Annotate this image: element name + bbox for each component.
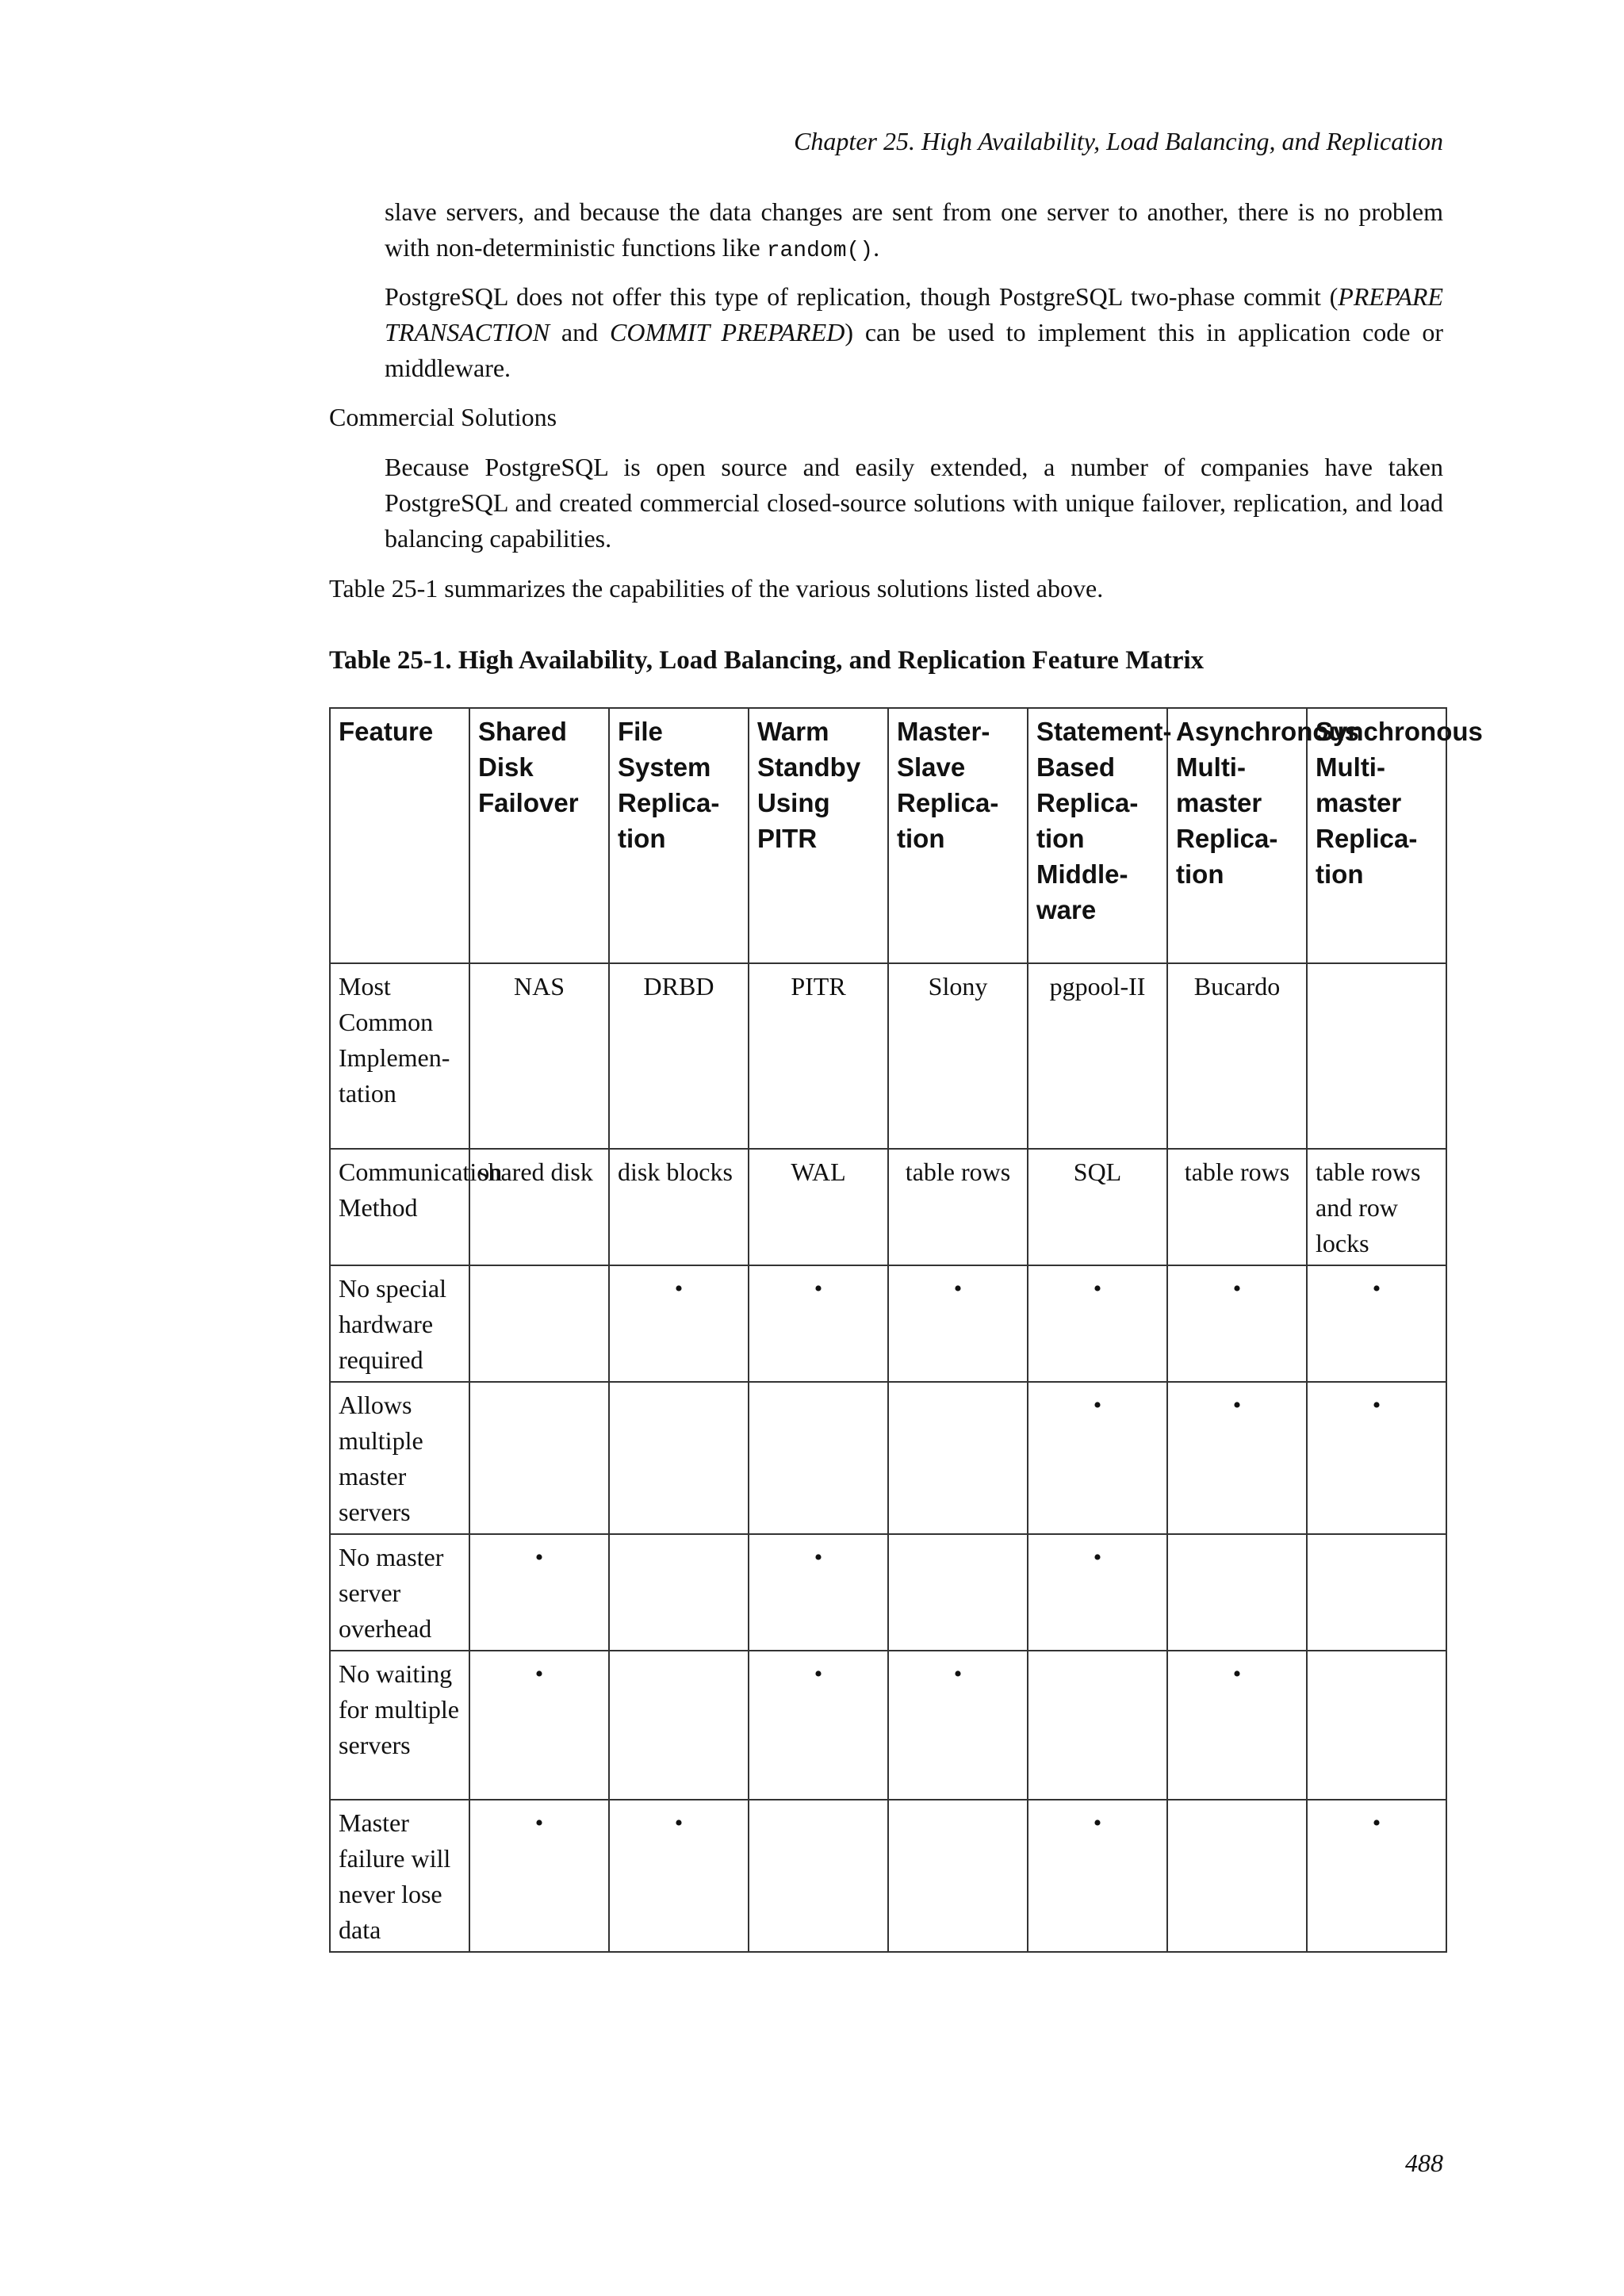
table-cell: shared disk xyxy=(469,1149,609,1265)
table-cell: • xyxy=(749,1534,888,1651)
para2-text-b: and xyxy=(550,318,610,346)
chapter-header: Chapter 25. High Availability, Load Balancing, and Replication xyxy=(794,127,1443,155)
row-label: No waiting for multiple servers xyxy=(330,1651,469,1800)
table-row xyxy=(330,1265,1446,1382)
prepare-transaction-term: PREPARE TRANSACTION xyxy=(385,282,1443,346)
table-cell: table rows xyxy=(888,1149,1028,1265)
table-row xyxy=(330,1651,1446,1800)
random-code: random() xyxy=(766,239,874,263)
table-cell: • xyxy=(1307,1265,1446,1382)
row-label: Most Common Implemen-tation xyxy=(330,963,469,1149)
table-cell xyxy=(888,1800,1028,1952)
row-label: Master failure will never lose data xyxy=(330,1800,469,1952)
table-cell: • xyxy=(609,1265,749,1382)
col-header-master-slave: Master-Slave Replica-tion xyxy=(888,708,1028,963)
table-cell: • xyxy=(888,1265,1028,1382)
table-cell: • xyxy=(1028,1800,1167,1952)
paragraph-two-phase-commit xyxy=(385,279,1443,386)
table-caption: Table 25-1. High Availability, Load Balancing, and Replication Feature Matrix xyxy=(329,646,1205,675)
table-cell xyxy=(1307,1651,1446,1800)
row-label: No special hardware required xyxy=(330,1265,469,1382)
col-header-shared-disk: Shared Disk Failover xyxy=(469,708,609,963)
table-cell xyxy=(749,1382,888,1534)
paragraph-slave-servers xyxy=(385,194,1443,269)
table-cell: • xyxy=(749,1651,888,1800)
table-cell xyxy=(469,1382,609,1534)
table-cell xyxy=(1028,1651,1167,1800)
table-cell: Slony xyxy=(888,963,1028,1149)
table-cell: • xyxy=(1028,1382,1167,1534)
table-cell xyxy=(1307,963,1446,1149)
col-header-sync-multimaster: Synchronous Multi-master Replica-tion xyxy=(1307,708,1446,963)
para1-text: slave servers, and because the data changes are sent from one server to another, there is no problem with non-deterministic functions like xyxy=(385,197,1443,262)
table-cell: WAL xyxy=(749,1149,888,1265)
col-header-async-multimaster: Asynchronous Multi-master Replica-tion xyxy=(1167,708,1307,963)
table-cell: • xyxy=(1028,1265,1167,1382)
row-label: No master server overhead xyxy=(330,1534,469,1651)
table-cell: NAS xyxy=(469,963,609,1149)
para2-text-a: PostgreSQL does not offer this type of replication, though PostgreSQL two-phase commit ( xyxy=(385,282,1339,311)
table-row xyxy=(330,1382,1446,1534)
paragraph-commercial: Because PostgreSQL is open source and easily extended, a number of companies have taken PostgreSQL and created commercial closed-source solutions with unique failover, replication, and load balancing capabilities. xyxy=(385,453,1443,553)
table-cell xyxy=(609,1651,749,1800)
table-cell: table rows and row locks xyxy=(1307,1149,1446,1265)
commit-prepared-term: COMMIT PREPARED xyxy=(609,318,845,346)
table-cell: • xyxy=(1307,1382,1446,1534)
table-cell: • xyxy=(1028,1534,1167,1651)
col-header-statement-based: Statement-Based Replica-tion Middle-ware xyxy=(1028,708,1167,963)
table-cell: • xyxy=(469,1800,609,1952)
table-cell xyxy=(888,1382,1028,1534)
table-cell: • xyxy=(749,1265,888,1382)
row-label: Allows multiple master servers xyxy=(330,1382,469,1534)
para1-end: . xyxy=(873,233,880,262)
table-cell xyxy=(469,1265,609,1382)
feature-matrix-table xyxy=(329,707,1483,1953)
table-cell: • xyxy=(609,1800,749,1952)
table-cell xyxy=(609,1382,749,1534)
table-cell xyxy=(609,1534,749,1651)
table-header-row xyxy=(330,708,1446,963)
table-cell: DRBD xyxy=(609,963,749,1149)
table-cell xyxy=(1167,1800,1307,1952)
table-row xyxy=(330,963,1446,1149)
table-row xyxy=(330,1800,1446,1952)
table-cell xyxy=(749,1800,888,1952)
row-label: Communication Method xyxy=(330,1149,469,1265)
table-cell: • xyxy=(1167,1382,1307,1534)
para2-text-c: ) can be used to implement this in application code or middleware. xyxy=(385,318,1444,382)
table-cell: disk blocks xyxy=(609,1149,749,1265)
table-row xyxy=(330,1149,1446,1265)
table-cell xyxy=(888,1534,1028,1651)
table-cell: table rows xyxy=(1167,1149,1307,1265)
table-cell: SQL xyxy=(1028,1149,1167,1265)
col-header-feature: Feature xyxy=(330,708,469,963)
col-header-file-system: File System Replica-tion xyxy=(609,708,749,963)
section-title: Commercial Solutions xyxy=(329,403,557,431)
table-cell: • xyxy=(1167,1265,1307,1382)
table-cell: • xyxy=(1307,1800,1446,1952)
col-header-warm-standby: Warm Standby Using PITR xyxy=(749,708,888,963)
paragraph-summary: Table 25-1 summarizes the capabilities of the various solutions listed above. xyxy=(329,574,1104,603)
table-cell xyxy=(1167,1534,1307,1651)
page-number: 488 xyxy=(1405,2149,1443,2177)
table-cell: • xyxy=(469,1651,609,1800)
table-cell: • xyxy=(469,1534,609,1651)
table-cell: • xyxy=(888,1651,1028,1800)
table-cell: Bucardo xyxy=(1167,963,1307,1149)
table-row xyxy=(330,1534,1446,1651)
table-cell: PITR xyxy=(749,963,888,1149)
table-cell: • xyxy=(1167,1651,1307,1800)
table-cell: pgpool-II xyxy=(1028,963,1167,1149)
table-cell xyxy=(1307,1534,1446,1651)
